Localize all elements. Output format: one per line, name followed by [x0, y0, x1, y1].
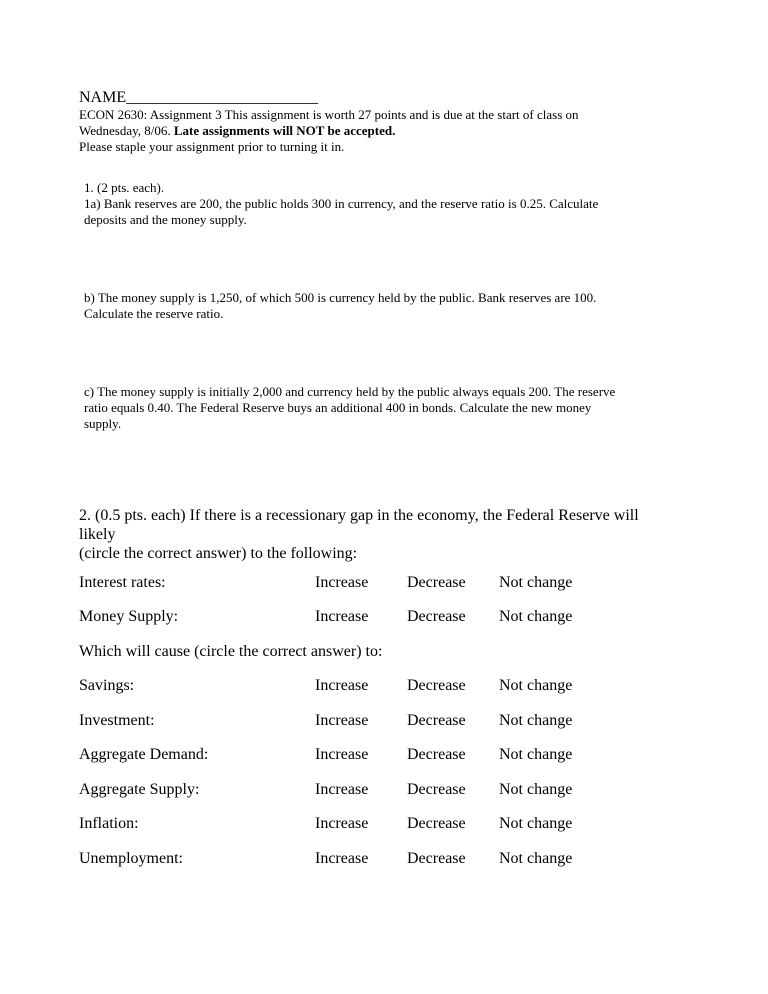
answer-row-aggregate-demand [79, 745, 679, 765]
course-line-2 [79, 123, 659, 139]
question-1a [84, 180, 664, 228]
option-decrease[interactable]: Decrease [407, 746, 466, 763]
answer-row-savings [79, 676, 679, 696]
option-not-change[interactable]: Not change [499, 815, 573, 832]
question-1c-line-3: supply. [84, 416, 122, 431]
question-1c-line-1: c) The money supply is initially 2,000 and currency held by the public always equals 200. The reserve [84, 384, 616, 399]
option-not-change[interactable]: Not change [499, 746, 573, 763]
question-1a-line-1: 1a) Bank reserves are 200, the public holds 300 in currency, and the reserve ratio is 0.25. Calculate [84, 196, 599, 211]
question-1b [84, 290, 664, 322]
row-label: Interest rates: [79, 574, 166, 591]
option-increase[interactable]: Increase [315, 608, 369, 625]
question-2-line-1: 2. (0.5 pts. each) If there is a recessionary gap in the economy, the Federal Reserve will likely [79, 507, 639, 543]
option-increase[interactable]: Increase [315, 746, 369, 763]
row-label: Inflation: [79, 815, 139, 832]
option-decrease[interactable]: Decrease [407, 815, 466, 832]
option-not-change[interactable]: Not change [499, 850, 573, 867]
option-increase[interactable]: Increase [315, 712, 369, 729]
option-increase[interactable]: Increase [315, 815, 369, 832]
due-date-text: Wednesday, 8/06. [79, 123, 174, 138]
option-decrease[interactable]: Decrease [407, 574, 466, 591]
row-label: Unemployment: [79, 850, 183, 867]
row-label: Aggregate Demand: [79, 746, 209, 763]
option-not-change[interactable]: Not change [499, 574, 573, 591]
name-blank: ________________________ [126, 89, 319, 106]
option-not-change[interactable]: Not change [499, 712, 573, 729]
answer-row-aggregate-supply [79, 780, 679, 800]
row-label: Aggregate Supply: [79, 781, 200, 798]
question-1b-line-2: Calculate the reserve ratio. [84, 306, 224, 321]
option-not-change[interactable]: Not change [499, 608, 573, 625]
row-label: Investment: [79, 712, 155, 729]
option-not-change[interactable]: Not change [499, 781, 573, 798]
question-1c [84, 384, 664, 432]
late-policy-text: Late assignments will NOT be accepted. [173, 123, 396, 138]
row-label: Savings: [79, 677, 135, 694]
name-label: NAME [79, 89, 127, 106]
name-line [79, 89, 659, 107]
option-increase[interactable]: Increase [315, 574, 369, 591]
answer-row-interest-rates [79, 573, 679, 593]
option-increase[interactable]: Increase [315, 850, 369, 867]
question-1-heading: 1. (2 pts. each). [84, 180, 165, 195]
question-1c-line-2: ratio equals 0.40. The Federal Reserve buys an additional 400 in bonds. Calculate the new money [84, 400, 592, 415]
question-2 [79, 506, 679, 563]
question-2-line-2: (circle the correct answer) to the following: [79, 545, 358, 562]
option-not-change[interactable]: Not change [499, 677, 573, 694]
course-line-1: ECON 2630: Assignment 3 This assignment is worth 27 points and is due at the start of class on [79, 107, 579, 122]
assignment-header [79, 89, 659, 155]
option-decrease[interactable]: Decrease [407, 850, 466, 867]
option-decrease[interactable]: Decrease [407, 677, 466, 694]
answer-row-money-supply [79, 607, 679, 627]
answer-row-inflation [79, 814, 679, 834]
option-increase[interactable]: Increase [315, 781, 369, 798]
question-1a-line-2: deposits and the money supply. [84, 212, 247, 227]
which-will-cause-label: Which will cause (circle the correct answer) to: [79, 643, 383, 660]
answer-row-investment [79, 711, 679, 731]
option-decrease[interactable]: Decrease [407, 712, 466, 729]
answer-row-unemployment [79, 849, 679, 869]
option-increase[interactable]: Increase [315, 677, 369, 694]
option-decrease[interactable]: Decrease [407, 608, 466, 625]
which-will-cause-text [79, 642, 679, 662]
course-line-3: Please staple your assignment prior to turning it in. [79, 139, 345, 154]
option-decrease[interactable]: Decrease [407, 781, 466, 798]
question-1b-line-1: b) The money supply is 1,250, of which 500 is currency held by the public. Bank reserves are 100. [84, 290, 597, 305]
row-label: Money Supply: [79, 608, 179, 625]
